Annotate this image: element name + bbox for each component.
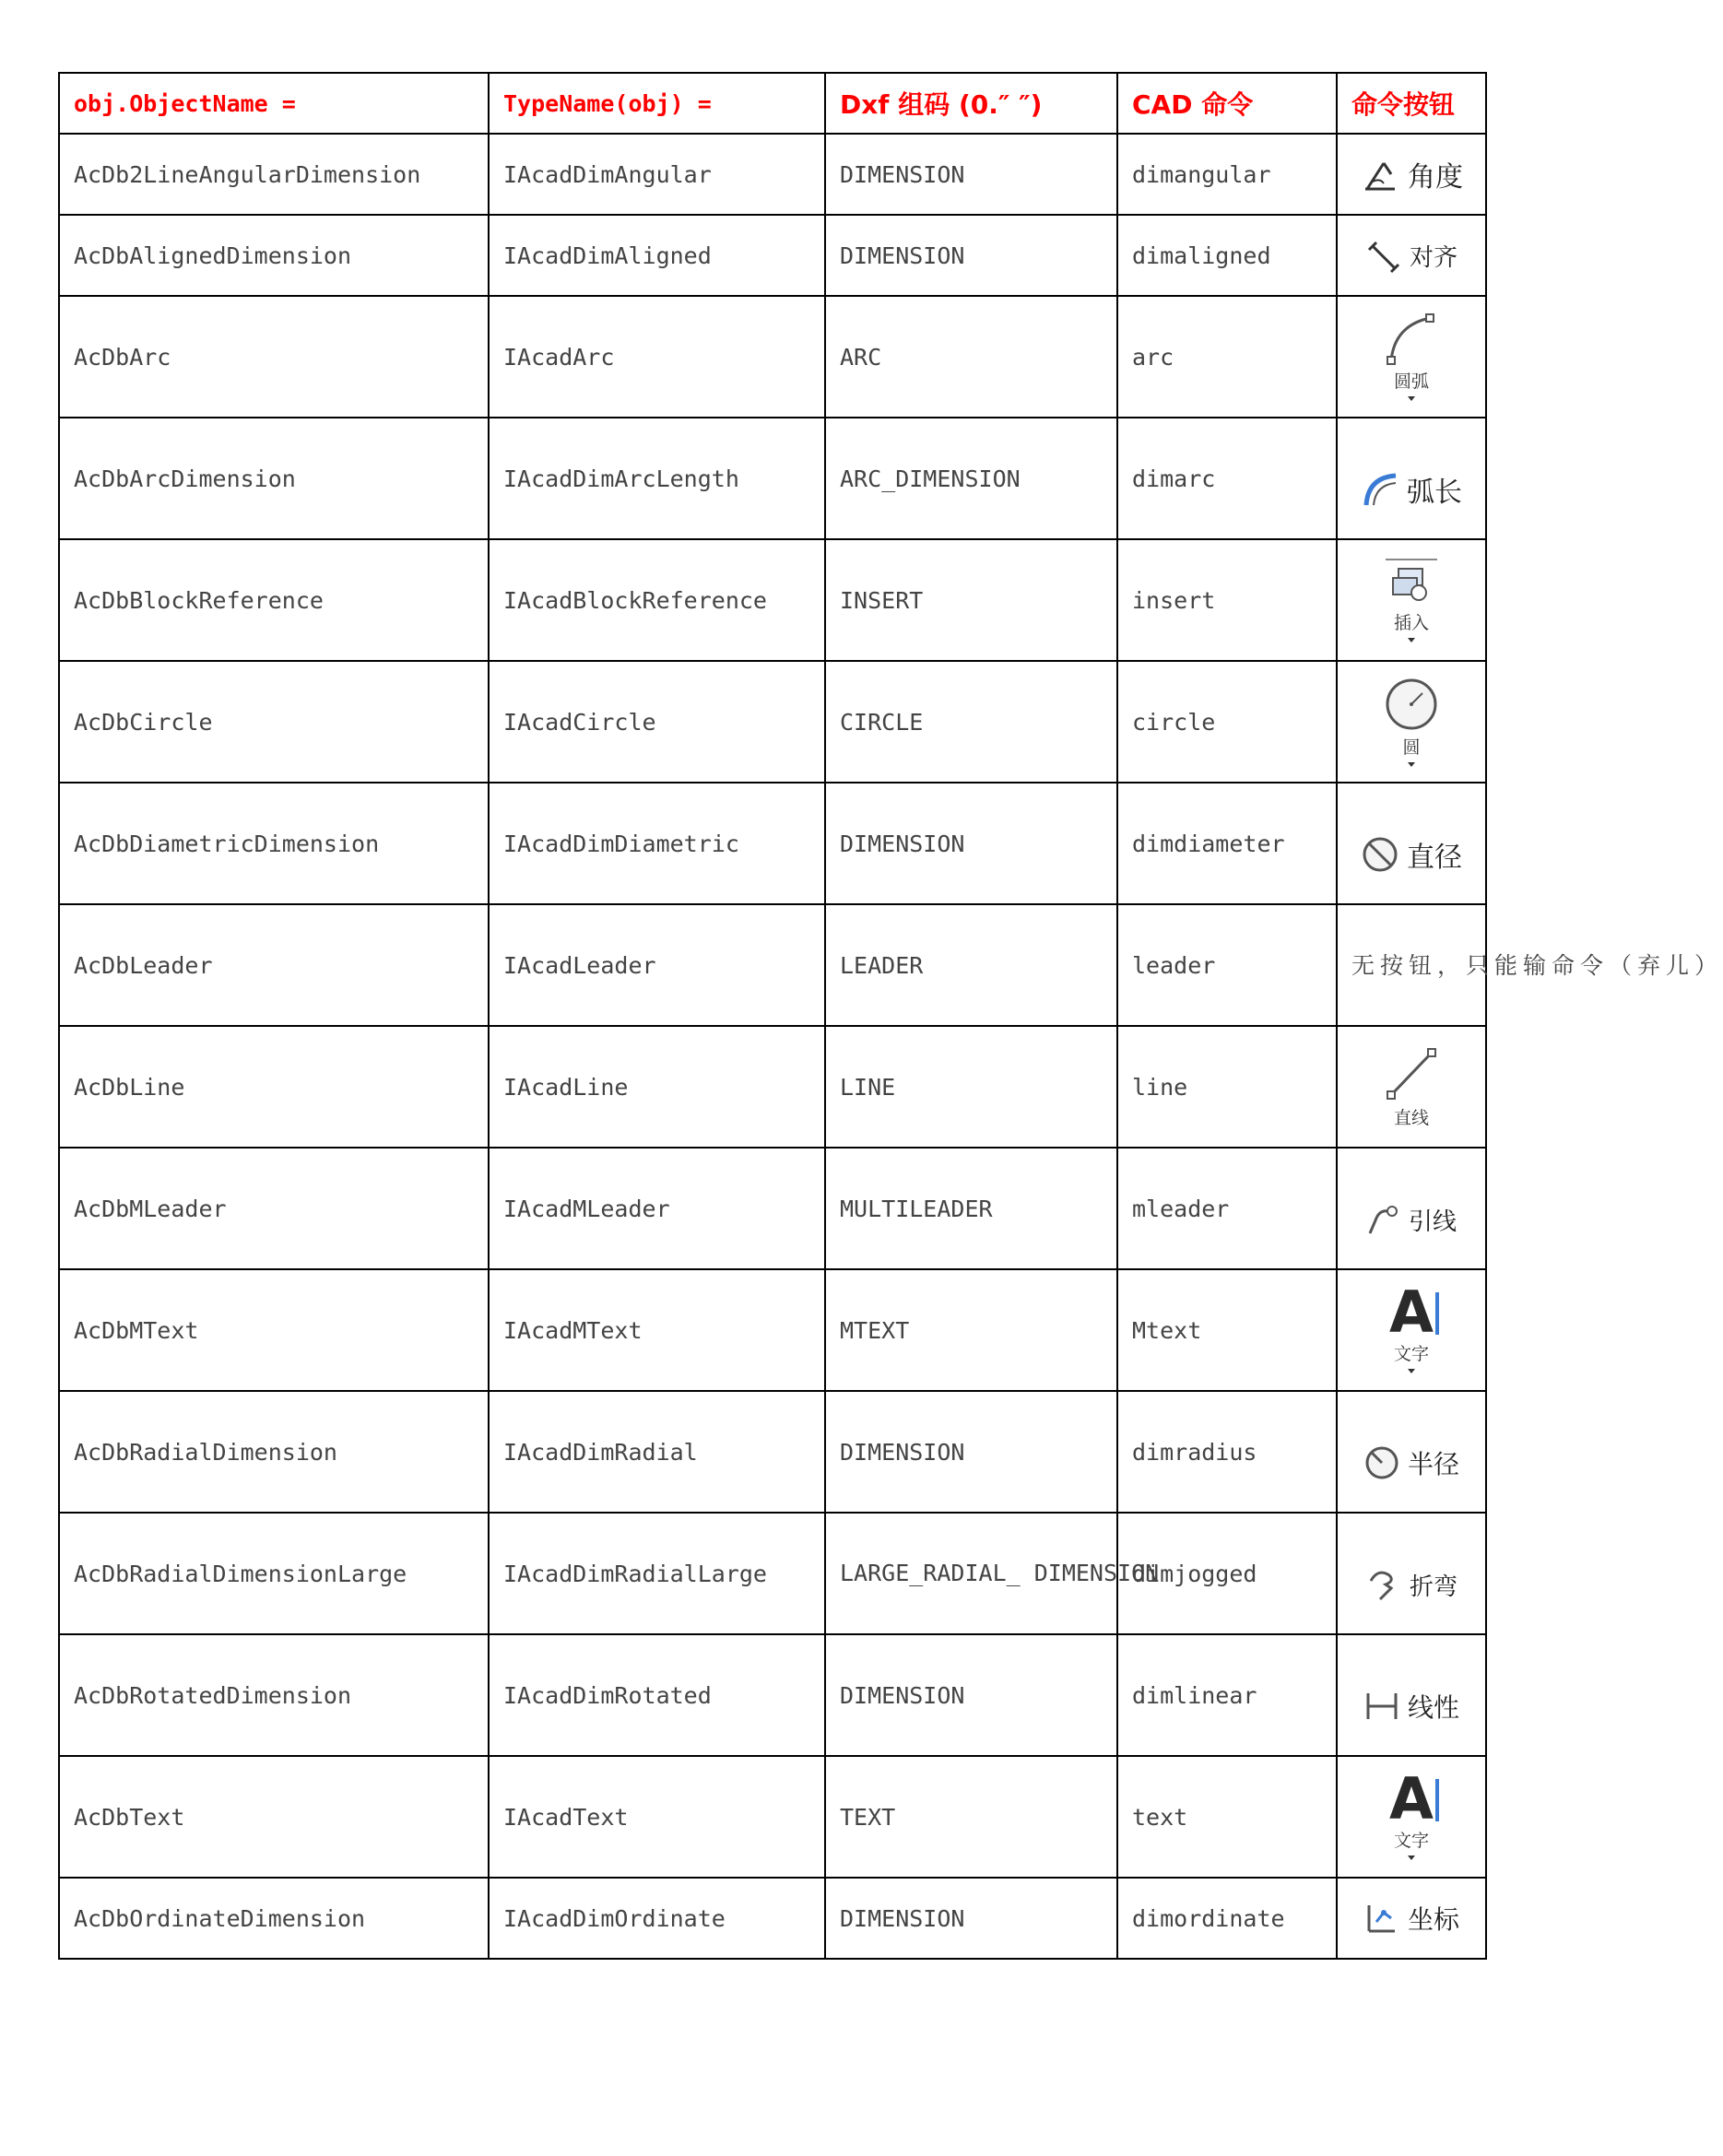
- object-name-cell: AcDbMLeader: [59, 1148, 489, 1269]
- command-cell: dimangular: [1117, 134, 1337, 215]
- object-name-cell: AcDbRotatedDimension: [59, 1634, 489, 1756]
- table-row: [59, 1634, 1486, 1756]
- dxf-code-cell: MTEXT: [825, 1269, 1117, 1391]
- dxf-code-cell: DIMENSION: [825, 1634, 1117, 1756]
- object-name-cell: AcDbAlignedDimension: [59, 215, 489, 296]
- dropdown-caret-icon: [1408, 1369, 1415, 1373]
- type-name-cell: IAcadLine: [489, 1026, 825, 1148]
- header-cad-command: CAD 命令: [1117, 73, 1337, 134]
- diameter-icon: [1361, 835, 1399, 874]
- command-button-cell[interactable]: [1337, 1756, 1486, 1878]
- cad-object-table: [58, 72, 1723, 1960]
- mtext-icon: A: [1389, 1287, 1434, 1338]
- dxf-code-cell: TEXT: [825, 1756, 1117, 1878]
- command-cell: leader: [1117, 904, 1337, 1026]
- object-name-cell: AcDb2LineAngularDimension: [59, 134, 489, 215]
- object-name-cell: AcDbRadialDimension: [59, 1391, 489, 1513]
- object-name-cell: AcDbRadialDimensionLarge: [59, 1513, 489, 1634]
- table-row: [59, 1878, 1486, 1959]
- dxf-code-cell: DIMENSION: [825, 783, 1117, 904]
- document-page: [58, 72, 1723, 1960]
- command-button-cell[interactable]: [1337, 1391, 1486, 1513]
- command-cell: mleader: [1117, 1148, 1337, 1269]
- command-cell: insert: [1117, 539, 1337, 661]
- table-row: [59, 661, 1486, 783]
- command-cell: dimjogged: [1117, 1513, 1337, 1634]
- button-label: 直线: [1393, 1107, 1429, 1128]
- dxf-code-cell: LINE: [825, 1026, 1117, 1148]
- command-button-cell[interactable]: [1337, 296, 1486, 418]
- object-name-cell: AcDbOrdinateDimension: [59, 1878, 489, 1959]
- command-button-cell[interactable]: [1337, 1513, 1486, 1634]
- command-cell: dimradius: [1117, 1391, 1337, 1513]
- table-row: [59, 296, 1486, 418]
- dxf-code-cell: CIRCLE: [825, 661, 1117, 783]
- button-label: 弧长: [1407, 477, 1462, 509]
- type-name-cell: IAcadDimAligned: [489, 215, 825, 296]
- button-label: 角度: [1408, 161, 1463, 194]
- header-command-button: 命令按钮: [1337, 73, 1486, 134]
- object-name-cell: AcDbArc: [59, 296, 489, 418]
- object-name-cell: AcDbText: [59, 1756, 489, 1878]
- type-name-cell: IAcadLeader: [489, 904, 825, 1026]
- type-name-cell: IAcadDimArcLength: [489, 418, 825, 539]
- table-row: [59, 1513, 1486, 1634]
- command-cell: dimordinate: [1117, 1878, 1337, 1959]
- button-label: 对齐: [1409, 243, 1457, 272]
- object-name-cell: AcDbDiametricDimension: [59, 783, 489, 904]
- dropdown-caret-icon: [1408, 1856, 1415, 1860]
- button-label: 引线: [1408, 1208, 1457, 1236]
- command-button-cell[interactable]: [1337, 661, 1486, 783]
- aligned-dimension-icon: [1365, 237, 1402, 274]
- arc-icon: [1386, 312, 1437, 366]
- table-row: [59, 1148, 1486, 1269]
- type-name-cell: IAcadMLeader: [489, 1148, 825, 1269]
- dxf-code-cell: LARGE_RADIAL_ DIMENSION: [825, 1513, 1117, 1634]
- button-label: 折弯: [1409, 1573, 1457, 1601]
- object-name-cell: AcDbMText: [59, 1269, 489, 1391]
- button-label: 圆弧: [1393, 371, 1429, 392]
- table-row: [59, 904, 1486, 1026]
- dropdown-caret-icon: [1408, 638, 1415, 642]
- object-name-cell: AcDbLeader: [59, 904, 489, 1026]
- dxf-code-cell: INSERT: [825, 539, 1117, 661]
- text-icon: A: [1389, 1773, 1434, 1825]
- insert-block-icon: [1384, 558, 1439, 607]
- dxf-code-cell: DIMENSION: [825, 1391, 1117, 1513]
- header-dxf-code: Dxf 组码 (0.″ ″): [825, 73, 1117, 134]
- command-cell: line: [1117, 1026, 1337, 1148]
- dxf-code-cell: LEADER: [825, 904, 1117, 1026]
- command-button-cell[interactable]: [1337, 215, 1486, 296]
- type-name-cell: IAcadDimRadialLarge: [489, 1513, 825, 1634]
- table-row: [59, 134, 1486, 215]
- command-button-cell[interactable]: [1337, 1148, 1486, 1269]
- object-name-cell: AcDbBlockReference: [59, 539, 489, 661]
- dropdown-caret-icon: [1408, 396, 1415, 401]
- radius-icon: [1363, 1444, 1400, 1481]
- type-name-cell: IAcadDimRotated: [489, 1634, 825, 1756]
- type-name-cell: IAcadArc: [489, 296, 825, 418]
- button-label: 文字: [1393, 1831, 1429, 1851]
- table-row: [59, 418, 1486, 539]
- type-name-cell: IAcadText: [489, 1756, 825, 1878]
- dxf-code-cell: ARC: [825, 296, 1117, 418]
- table-row: [59, 1391, 1486, 1513]
- linear-dimension-icon: [1363, 1688, 1400, 1725]
- line-icon: [1384, 1045, 1439, 1102]
- command-button-cell[interactable]: [1337, 1269, 1486, 1391]
- object-name-cell: AcDbLine: [59, 1026, 489, 1148]
- command-cell: arc: [1117, 296, 1337, 418]
- jogged-icon: [1365, 1566, 1402, 1603]
- table-row: [59, 783, 1486, 904]
- no-button-note: 无按钮，只能输命令（弃儿）: [1337, 904, 1486, 1026]
- object-name-cell: AcDbCircle: [59, 661, 489, 783]
- command-cell: circle: [1117, 661, 1337, 783]
- dxf-code-cell: DIMENSION: [825, 215, 1117, 296]
- angular-dimension-icon: [1360, 154, 1400, 194]
- header-object-name: obj.ObjectName =: [59, 73, 489, 134]
- circle-icon: [1384, 677, 1439, 732]
- dxf-code-cell: MULTILEADER: [825, 1148, 1117, 1269]
- button-label: 插入: [1393, 613, 1429, 633]
- button-label: 坐标: [1407, 1904, 1459, 1935]
- dxf-code-cell: DIMENSION: [825, 134, 1117, 215]
- dxf-code-cell: ARC_DIMENSION: [825, 418, 1117, 539]
- command-cell: dimaligned: [1117, 215, 1337, 296]
- table-row: [59, 1756, 1486, 1878]
- type-name-cell: IAcadDimAngular: [489, 134, 825, 215]
- arc-length-icon: [1361, 470, 1399, 509]
- button-label: 线性: [1407, 1692, 1459, 1723]
- type-name-cell: IAcadDimDiametric: [489, 783, 825, 904]
- dxf-code-cell: DIMENSION: [825, 1878, 1117, 1959]
- button-label: 文字: [1393, 1344, 1429, 1364]
- multileader-icon: [1366, 1202, 1401, 1237]
- command-button-cell[interactable]: [1337, 134, 1486, 215]
- command-button-cell[interactable]: [1337, 418, 1486, 539]
- header-type-name: TypeName(obj) =: [489, 73, 825, 134]
- header-row: [59, 73, 1486, 134]
- button-label: 圆: [1402, 737, 1421, 758]
- command-cell: dimdiameter: [1117, 783, 1337, 904]
- command-cell: Mtext: [1117, 1269, 1337, 1391]
- command-cell: dimarc: [1117, 418, 1337, 539]
- table-row: [59, 215, 1486, 296]
- type-name-cell: IAcadCircle: [489, 661, 825, 783]
- dropdown-caret-icon: [1408, 762, 1415, 767]
- table-row: [59, 1269, 1486, 1391]
- button-label: 半径: [1407, 1449, 1459, 1479]
- button-label: 直径: [1407, 842, 1462, 874]
- command-button-cell[interactable]: [1337, 1026, 1486, 1148]
- type-name-cell: IAcadMText: [489, 1269, 825, 1391]
- command-cell: text: [1117, 1756, 1337, 1878]
- command-button-cell[interactable]: [1337, 783, 1486, 904]
- table-row: [59, 539, 1486, 661]
- type-name-cell: IAcadBlockReference: [489, 539, 825, 661]
- type-name-cell: IAcadDimOrdinate: [489, 1878, 825, 1959]
- command-button-cell[interactable]: [1337, 1878, 1486, 1959]
- command-button-cell[interactable]: [1337, 539, 1486, 661]
- command-button-cell[interactable]: [1337, 1634, 1486, 1756]
- table-row: [59, 1026, 1486, 1148]
- type-name-cell: IAcadDimRadial: [489, 1391, 825, 1513]
- object-name-cell: AcDbArcDimension: [59, 418, 489, 539]
- command-cell: dimlinear: [1117, 1634, 1337, 1756]
- ordinate-icon: [1363, 1900, 1400, 1937]
